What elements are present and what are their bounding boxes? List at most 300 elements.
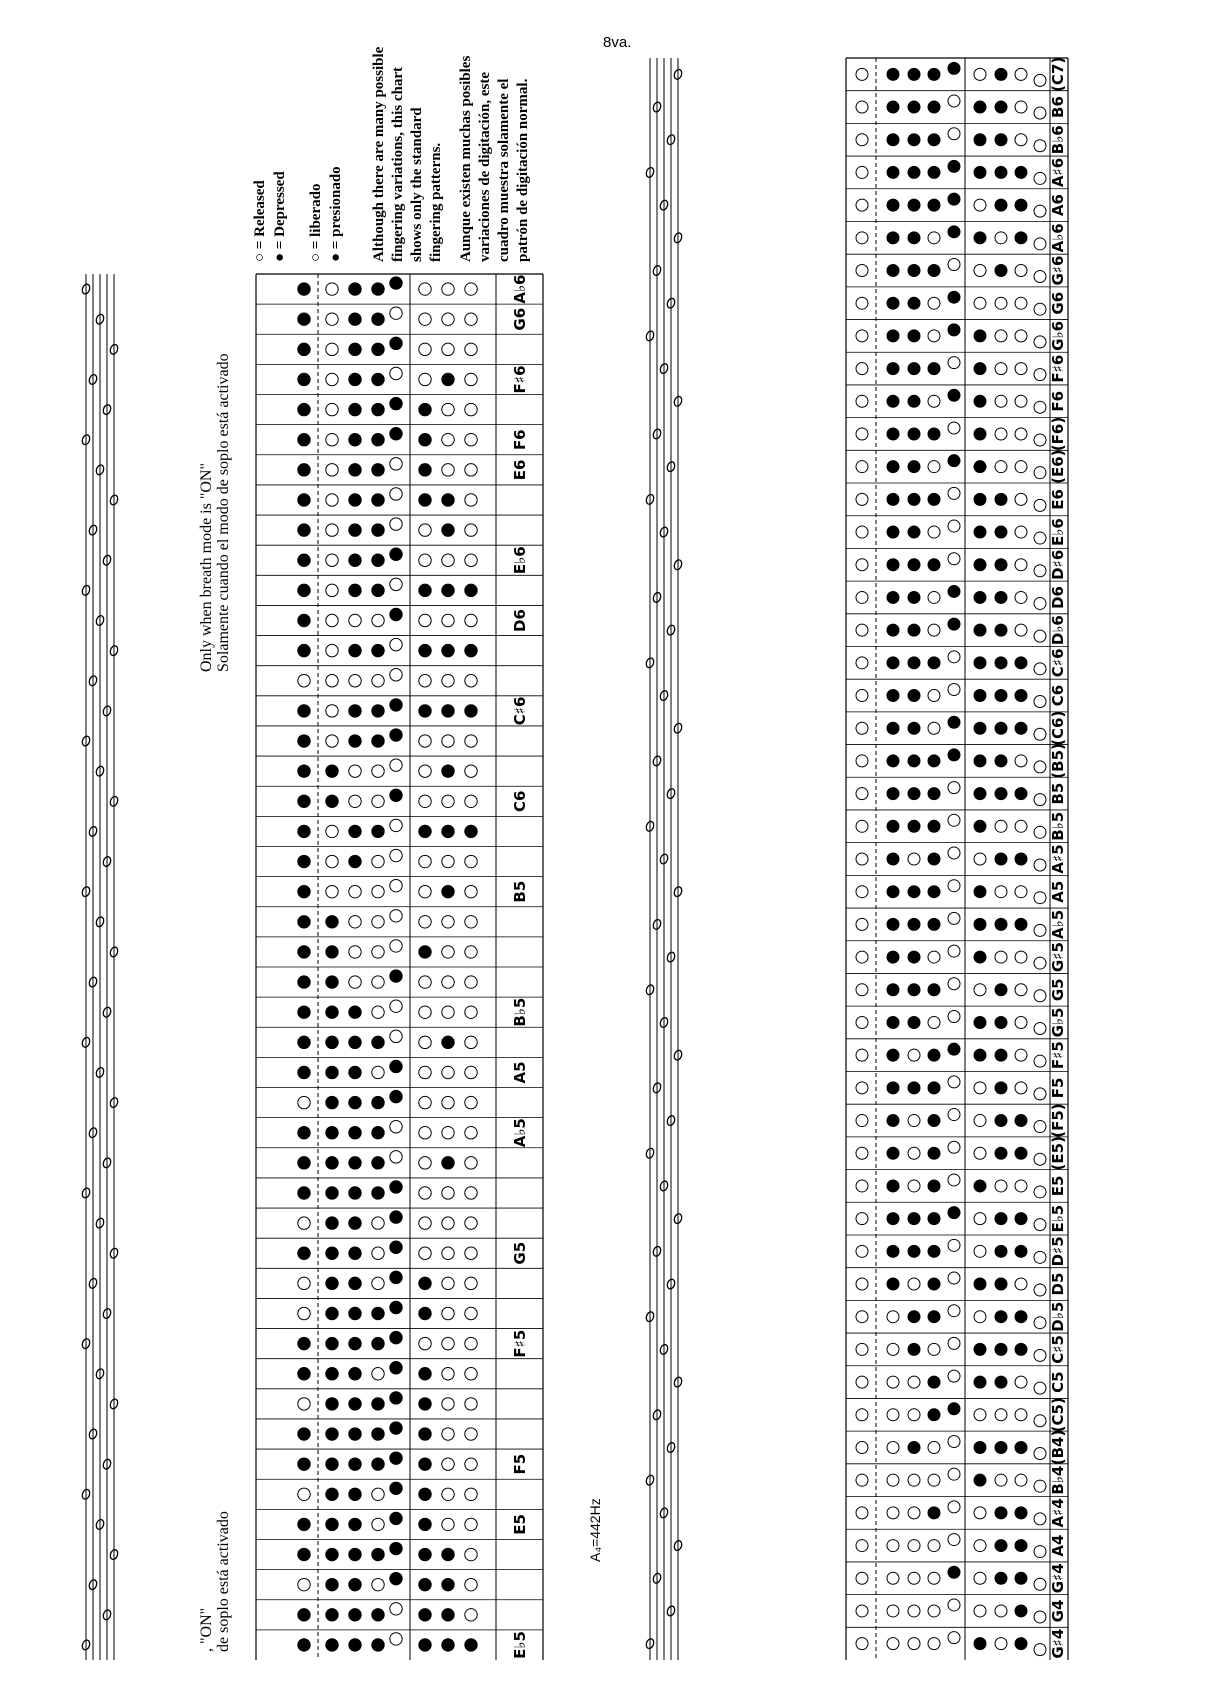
note-label: (C5) <box>1049 1397 1067 1433</box>
chart_right-hole-released <box>1015 1474 1027 1486</box>
chart_right-hole-released <box>887 1507 899 1519</box>
note-label: E♭5 <box>511 1631 529 1659</box>
chart_right-hole-depressed <box>1015 1245 1027 1257</box>
tuning-label: A₄=442Hz <box>587 1498 603 1562</box>
chart_right-hole-released <box>1034 990 1046 1002</box>
chart_right-hole-depressed <box>1015 1605 1027 1617</box>
chart_right-hole-depressed <box>1015 1441 1027 1453</box>
chart_right-hole-depressed <box>995 68 1007 80</box>
chart_right-hole-released <box>1015 984 1027 996</box>
chart_right-hole-released <box>856 297 868 309</box>
chart_right-hole-released <box>1034 597 1046 609</box>
chart_right-hole-released <box>1034 271 1046 283</box>
chart_right-hole-depressed <box>908 232 920 244</box>
chart_right-hole-released <box>928 1343 940 1355</box>
chart_right-hole-depressed <box>974 788 986 800</box>
chart_right-hole-depressed <box>908 68 920 80</box>
chart_right-hole-released <box>1015 1049 1027 1061</box>
chart_right-hole-released <box>928 1605 940 1617</box>
chart_right-hole-depressed <box>928 820 940 832</box>
chart_right-hole-depressed <box>928 886 940 898</box>
chart_right-hole-released <box>856 526 868 538</box>
chart_right-hole-released <box>948 912 960 924</box>
chart_right-hole-released <box>856 330 868 342</box>
chart_right-hole-depressed <box>887 690 899 702</box>
chart_right-hole-depressed <box>974 918 986 930</box>
chart_right-hole-depressed <box>908 297 920 309</box>
chart_right-hole-depressed <box>928 559 940 571</box>
chart_right-hole-released <box>995 461 1007 473</box>
chart_right-hole-depressed <box>1015 657 1027 669</box>
chart_right-hole-released <box>856 1540 868 1552</box>
chart_right-hole-released <box>1034 140 1046 152</box>
chart_right-hole-depressed <box>928 68 940 80</box>
chart_right-hole-depressed <box>908 918 920 930</box>
chart_right-hole-depressed <box>995 493 1007 505</box>
note-label: (F5) <box>1049 1103 1067 1138</box>
chart_right-hole-released <box>856 363 868 375</box>
chart_right-hole-released <box>856 1278 868 1290</box>
note-label: G♯5 <box>1049 942 1067 973</box>
chart_right-hole-released <box>1034 172 1046 184</box>
chart_right-hole-released <box>928 624 940 636</box>
chart_right-hole-depressed <box>974 166 986 178</box>
chart_right-hole-depressed <box>995 657 1007 669</box>
chart_right-hole-released <box>1034 1644 1046 1656</box>
chart_right-hole-depressed <box>928 1049 940 1061</box>
chart_right-hole-depressed <box>995 1115 1007 1127</box>
chart_right-hole-depressed <box>887 820 899 832</box>
chart_right-hole-depressed <box>887 166 899 178</box>
note-label: E5 <box>1049 1175 1067 1197</box>
chart_right-hole-released <box>1015 755 1027 767</box>
chart_right-hole-released <box>1034 892 1046 904</box>
chart_right-hole-released <box>1015 134 1027 146</box>
legend-depressed-en: ● = Depressed <box>272 171 288 262</box>
chart_right-hole-released <box>887 1540 899 1552</box>
chart_right-hole-released <box>948 1109 960 1121</box>
chart_right-hole-depressed <box>995 1082 1007 1094</box>
chart_right-hole-depressed <box>1015 918 1027 930</box>
chart_right-hole-depressed <box>928 755 940 767</box>
chart_right-hole-depressed <box>928 199 940 211</box>
chart_right-hole-released <box>1034 1415 1046 1427</box>
chart_right-hole-depressed <box>908 951 920 963</box>
chart_right-hole-released <box>856 1115 868 1127</box>
chart_right-hole-depressed <box>995 559 1007 571</box>
chart_right-hole-released <box>948 1468 960 1480</box>
chart_right-hole-released <box>908 1507 920 1519</box>
chart_right-hole-released <box>1034 728 1046 740</box>
chart_right-hole-released <box>995 1474 1007 1486</box>
chart_right-hole-depressed <box>995 1540 1007 1552</box>
chart_right-hole-depressed <box>995 1278 1007 1290</box>
chart_right-hole-depressed <box>908 101 920 113</box>
note-label: E♭6 <box>511 546 529 575</box>
chart_right-hole-released <box>928 1540 940 1552</box>
note-label: D♭5 <box>1049 1301 1067 1332</box>
chart_right-hole-released <box>1034 1317 1046 1329</box>
chart_right-hole-released <box>1015 101 1027 113</box>
chart_right-hole-released <box>1034 663 1046 675</box>
chart_right-hole-released <box>1034 924 1046 936</box>
chart_right-hole-released <box>1015 1082 1027 1094</box>
chart_right-hole-released <box>856 788 868 800</box>
chart_right-hole-depressed <box>908 1016 920 1028</box>
chart_right-hole-released <box>928 461 940 473</box>
chart_right-hole-released <box>887 1376 899 1388</box>
chart_right-hole-depressed <box>887 1245 899 1257</box>
note-label: (C6) <box>1049 710 1067 746</box>
chart_right-hole-released <box>995 1180 1007 1192</box>
chart_right-hole-depressed <box>1015 690 1027 702</box>
note-label: G♯6 <box>1049 255 1067 286</box>
chart_right-hole-depressed <box>908 1245 920 1257</box>
chart_right-hole-depressed <box>995 1572 1007 1584</box>
chart_right-hole-depressed <box>995 918 1007 930</box>
legend-released-en: ○ = Released <box>252 180 268 262</box>
chart_right-hole-released <box>887 1441 899 1453</box>
chart_right-hole-depressed <box>948 749 960 761</box>
notes-en-line-1: Although there are many possible <box>371 46 387 262</box>
chart_right-hole-released <box>995 886 1007 898</box>
note-label: C♯5 <box>1049 1335 1067 1364</box>
chart_right-hole-released <box>887 1572 899 1584</box>
chart_right-hole-depressed <box>1015 199 1027 211</box>
chart_right-hole-depressed <box>1015 166 1027 178</box>
chart_right-hole-depressed <box>948 291 960 303</box>
chart_right-hole-depressed <box>974 428 986 440</box>
chart_right-hole-released <box>856 1343 868 1355</box>
chart_right-hole-depressed <box>1015 1572 1027 1584</box>
chart_right-hole-depressed <box>995 1147 1007 1159</box>
note-label: B♭4 <box>1049 1465 1067 1495</box>
note-label: D6 <box>511 609 529 632</box>
chart_right-hole-released <box>974 1245 986 1257</box>
chart_right-hole-depressed <box>948 1043 960 1055</box>
note-label: F♯5 <box>1049 1041 1067 1070</box>
note-label: D♯6 <box>1049 549 1067 580</box>
chart_right-hole-released <box>995 363 1007 375</box>
chart_right-hole-depressed <box>887 493 899 505</box>
chart_right-hole-released <box>974 1540 986 1552</box>
note-label: E♭5 <box>1049 1204 1067 1233</box>
chart_right-hole-released <box>995 820 1007 832</box>
chart_right-hole-depressed <box>995 755 1007 767</box>
note-label: A♭5 <box>1049 909 1067 939</box>
released-hole-icon: ○ <box>308 249 324 262</box>
chart_right-hole-released <box>1034 205 1046 217</box>
chart_right-hole-released <box>974 297 986 309</box>
chart_right-hole-depressed <box>928 1082 940 1094</box>
chart_right-hole-released <box>948 945 960 957</box>
chart_right-hole-depressed <box>995 1441 1007 1453</box>
chart_right-hole-depressed <box>974 559 986 571</box>
chart_right-hole-released <box>948 95 960 107</box>
chart_right-hole-depressed <box>1015 1540 1027 1552</box>
chart_right-hole-depressed <box>908 591 920 603</box>
chart_right-hole-depressed <box>908 199 920 211</box>
chart_right-hole-released <box>974 199 986 211</box>
chart_right-hole-depressed <box>928 1409 940 1421</box>
notes-en-line-3: shows only the standard <box>409 107 425 262</box>
chart_right-hole-depressed <box>948 585 960 597</box>
chart_right-hole-released <box>856 755 868 767</box>
chart_right-hole-released <box>1034 1578 1046 1590</box>
chart_right-hole-depressed <box>948 1566 960 1578</box>
chart_right-hole-released <box>928 232 940 244</box>
note-label: E6 <box>1049 489 1067 510</box>
chart_right-hole-released <box>1015 886 1027 898</box>
chart_right-hole-depressed <box>928 853 940 865</box>
note-label: F5 <box>1049 1077 1067 1099</box>
chart_right-hole-released <box>948 814 960 826</box>
chart_right-hole-released <box>856 68 868 80</box>
chart_right-hole-depressed <box>887 297 899 309</box>
chart_right-hole-released <box>1034 565 1046 577</box>
chart_right-hole-released <box>856 1180 868 1192</box>
note-label: G6 <box>511 307 529 331</box>
chart_right-hole-released <box>1034 74 1046 86</box>
chart_right-hole-released <box>1034 794 1046 806</box>
chart_right-hole-released <box>948 259 960 271</box>
chart_right-hole-released <box>887 1474 899 1486</box>
chart_right-hole-released <box>948 847 960 859</box>
chart_right-hole-depressed <box>928 1245 940 1257</box>
note-label: F6 <box>1049 390 1067 412</box>
chart_right-hole-depressed <box>948 716 960 728</box>
chart_right-hole-released <box>948 422 960 434</box>
note-label: D♭6 <box>1049 615 1067 646</box>
chart_right-hole-released <box>1015 68 1027 80</box>
note-label: (B5) <box>1049 743 1067 779</box>
chart_right-hole-released <box>948 1632 960 1644</box>
chart_right-hole-depressed <box>908 886 920 898</box>
note-label: (E6) <box>1049 449 1067 484</box>
chart_right-hole-released <box>948 128 960 140</box>
chart_right-hole-released <box>1015 363 1027 375</box>
note-label: A♯5 <box>1049 844 1067 874</box>
chart_right-hole-depressed <box>948 618 960 630</box>
chart_right-hole-depressed <box>974 1343 986 1355</box>
chart_right-hole-depressed <box>974 232 986 244</box>
chart_right-hole-released <box>995 232 1007 244</box>
chart_right-hole-depressed <box>908 1213 920 1225</box>
chart_right-hole-depressed <box>974 493 986 505</box>
chart_right-hole-released <box>948 520 960 532</box>
note-label: B5 <box>511 880 529 903</box>
chart_right-hole-released <box>928 297 940 309</box>
chart_right-hole-released <box>908 1049 920 1061</box>
chart_right-hole-released <box>1015 624 1027 636</box>
chart_right-hole-depressed <box>887 526 899 538</box>
note-label: A5 <box>1049 880 1067 903</box>
note-label: G♭6 <box>1049 320 1067 351</box>
note-label: A♭5 <box>511 1118 529 1148</box>
chart_right-hole-depressed <box>974 690 986 702</box>
chart_right-hole-depressed <box>908 428 920 440</box>
chart_right-hole-released <box>1015 559 1027 571</box>
chart_right-hole-released <box>995 297 1007 309</box>
chart_right-hole-depressed <box>887 591 899 603</box>
chart_right-hole-depressed <box>974 526 986 538</box>
chart_right-hole-depressed <box>974 363 986 375</box>
chart_right-hole-released <box>995 330 1007 342</box>
note-label: G♯4 <box>1049 1563 1067 1594</box>
chart_right-hole-released <box>928 395 940 407</box>
chart_right-hole-released <box>1034 532 1046 544</box>
chart_right-hole-depressed <box>887 199 899 211</box>
note-label: G♭5 <box>1049 1007 1067 1038</box>
chart_right-hole-released <box>1034 467 1046 479</box>
chart_right-hole-depressed <box>908 984 920 996</box>
chart_right-hole-released <box>856 461 868 473</box>
chart_right-hole-depressed <box>887 265 899 277</box>
chart_right-hole-depressed <box>908 690 920 702</box>
chart_right-hole-released <box>908 1409 920 1421</box>
chart_right-hole-released <box>948 1435 960 1447</box>
note-label: (B4) <box>1049 1429 1067 1466</box>
notes-es-line-4: patrón de digitación normal. <box>515 78 531 262</box>
chart_right-hole-released <box>948 684 960 696</box>
chart_right-hole-depressed <box>908 493 920 505</box>
chart_right-hole-released <box>856 1311 868 1323</box>
chart_right-hole-depressed <box>948 1207 960 1219</box>
chart_right-hole-depressed <box>928 788 940 800</box>
chart_right-hole-released <box>928 526 940 538</box>
chart_right-hole-released <box>948 1599 960 1611</box>
depressed-hole-icon: ● <box>328 249 344 262</box>
chart_right-hole-released <box>1015 265 1027 277</box>
chart_right-hole-depressed <box>995 591 1007 603</box>
chart_right-hole-depressed <box>887 134 899 146</box>
chart_right-hole-released <box>856 428 868 440</box>
chart_right-hole-released <box>948 880 960 892</box>
chart_right-hole-depressed <box>887 1180 899 1192</box>
note-label: F♯6 <box>511 365 529 394</box>
chart_right-hole-released <box>856 166 868 178</box>
chart_right-hole-depressed <box>887 395 899 407</box>
chart_right-hole-released <box>1015 1016 1027 1028</box>
note-label: G5 <box>1049 978 1067 1002</box>
chart_right-hole-depressed <box>887 1147 899 1159</box>
chart_right-hole-released <box>1034 1153 1046 1165</box>
chart_right-hole-released <box>856 722 868 734</box>
chart_right-hole-depressed <box>908 363 920 375</box>
chart_right-hole-depressed <box>995 853 1007 865</box>
chart_right-hole-released <box>856 265 868 277</box>
chart_right-hole-released <box>856 820 868 832</box>
chart_right-hole-released <box>928 1441 940 1453</box>
chart_right-hole-released <box>1034 303 1046 315</box>
chart_right-hole-released <box>856 1507 868 1519</box>
note-label: D♯5 <box>1049 1236 1067 1267</box>
chart_right-hole-released <box>908 1540 920 1552</box>
chart_right-hole-released <box>948 782 960 794</box>
chart_right-hole-depressed <box>995 1049 1007 1061</box>
chart_right-hole-released <box>948 1239 960 1251</box>
chart_right-hole-released <box>948 357 960 369</box>
chart_right-hole-released <box>1034 1349 1046 1361</box>
chart_right-hole-released <box>974 1115 986 1127</box>
chart_right-hole-released <box>1034 1611 1046 1623</box>
chart_right-hole-released <box>1034 401 1046 413</box>
chart_right-hole-depressed <box>974 101 986 113</box>
note-label: (C7) <box>1049 56 1067 92</box>
chart_right-hole-depressed <box>887 755 899 767</box>
note-label: C6 <box>1049 684 1067 707</box>
chart_right-hole-released <box>1034 826 1046 838</box>
note-label: (E5) <box>1049 1136 1067 1171</box>
note-label: A♯4 <box>1049 1498 1067 1528</box>
chart_right-hole-depressed <box>974 1474 986 1486</box>
chart_right-hole-depressed <box>1015 1343 1027 1355</box>
chart_right-hole-released <box>908 1147 920 1159</box>
chart_right-hole-depressed <box>908 1311 920 1323</box>
breath-mode-note-es: Solamente cuando el modo de soplo está activado <box>215 353 232 672</box>
chart_right-hole-depressed <box>995 265 1007 277</box>
chart_right-hole-depressed <box>1015 1507 1027 1519</box>
chart_right-hole-depressed <box>974 1638 986 1650</box>
chart_right-hole-released <box>974 1147 986 1159</box>
chart_right-hole-depressed <box>908 559 920 571</box>
chart_right-hole-released <box>928 722 940 734</box>
chart_right-hole-released <box>856 1082 868 1094</box>
chart_right-hole-released <box>856 1638 868 1650</box>
chart_right-hole-depressed <box>974 1180 986 1192</box>
notes-es-line-2: variaciones de digitación, este <box>477 72 493 262</box>
chart_right-hole-released <box>856 984 868 996</box>
note-label: B6 <box>1049 96 1067 118</box>
chart_right-hole-released <box>908 1180 920 1192</box>
chart_right-hole-depressed <box>1015 1115 1027 1127</box>
note-label: A4 <box>1049 1534 1067 1557</box>
chart_right-hole-released <box>856 918 868 930</box>
note-label: B♭5 <box>1049 811 1067 841</box>
chart_right-hole-depressed <box>948 160 960 172</box>
note-label: G4 <box>1049 1599 1067 1623</box>
chart_right-hole-depressed <box>928 265 940 277</box>
chart_right-hole-depressed <box>908 722 920 734</box>
chart_right-hole-depressed <box>1015 853 1027 865</box>
chart_right-hole-released <box>948 1141 960 1153</box>
note-label: A5 <box>511 1061 529 1084</box>
note-label: G5 <box>511 1241 529 1265</box>
chart_right-hole-released <box>1034 630 1046 642</box>
chart_right-hole-released <box>1034 1022 1046 1034</box>
chart_right-hole-released <box>908 1115 920 1127</box>
note-label: B♭5 <box>511 997 529 1027</box>
chart_right-hole-depressed <box>974 951 986 963</box>
chart_right-hole-depressed <box>948 324 960 336</box>
chart_right-hole-depressed <box>1015 722 1027 734</box>
chart_right-hole-depressed <box>887 1049 899 1061</box>
chart_right-hole-depressed <box>974 461 986 473</box>
chart_right-hole-depressed <box>995 984 1007 996</box>
chart_right-hole-released <box>1034 499 1046 511</box>
chart_right-hole-released <box>948 1174 960 1186</box>
chart_right-hole-released <box>856 1245 868 1257</box>
chart_right-hole-released <box>887 1311 899 1323</box>
chart_right-hole-depressed <box>995 1376 1007 1388</box>
chart_right-hole-depressed <box>995 624 1007 636</box>
chart_right-hole-depressed <box>974 886 986 898</box>
note-label: E5 <box>511 1514 529 1535</box>
chart_right-hole-depressed <box>974 1049 986 1061</box>
chart_right-hole-released <box>1015 428 1027 440</box>
chart_right-hole-depressed <box>928 1180 940 1192</box>
chart_right-hole-depressed <box>948 389 960 401</box>
